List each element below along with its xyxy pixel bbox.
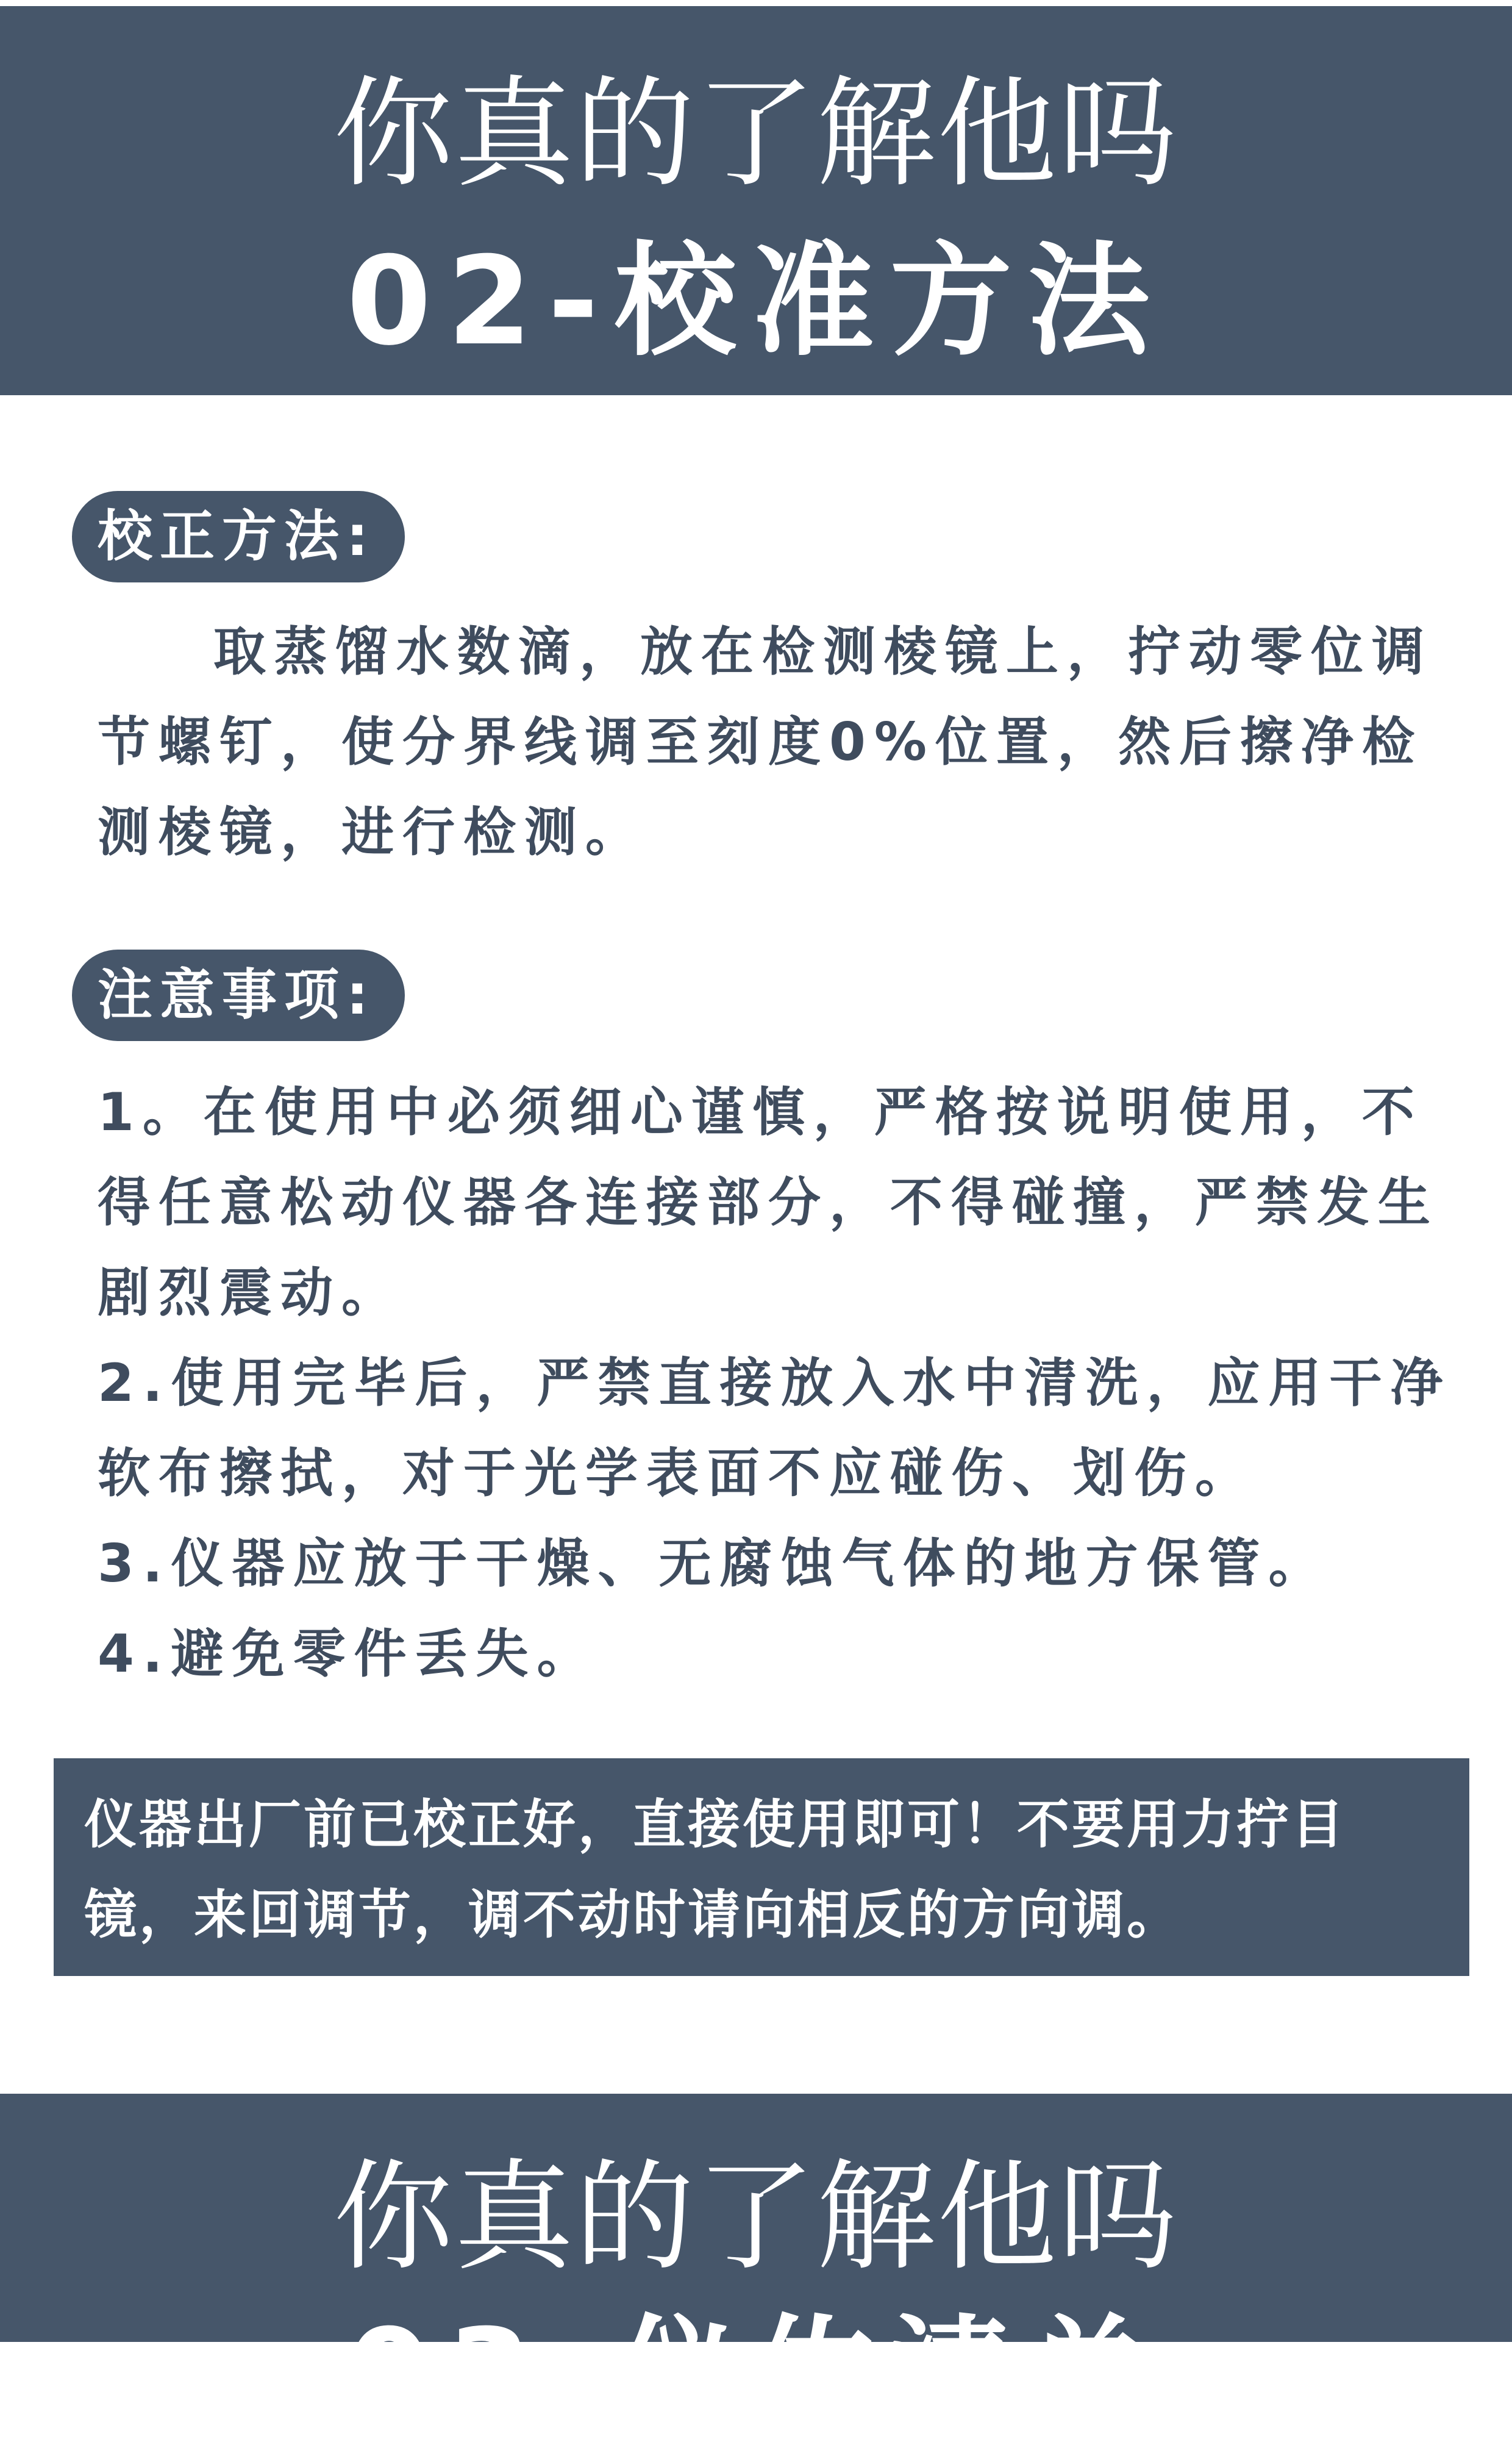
footer-title: 你真的了解他吗	[333, 2148, 1179, 2287]
precaution-item: 2.使用完毕后，严禁直接放入水中清洗，应用干净软布擦拭，对于光学表面不应碰伤、划伤。	[98, 1353, 1452, 1504]
footer-subtitle: 03-仪佐清单	[346, 2303, 1166, 2445]
header-subtitle: 02-校准方法	[346, 231, 1166, 373]
notice-box	[54, 1758, 1469, 1976]
precaution-item: 3.仪器应放于干燥、无腐蚀气体的地方保管。	[98, 1533, 1330, 1594]
precaution-item: 1。在使用中必须细心谨慎，严格按说明使用，不得任意松动仪器各连接部分，不得碰撞，严禁发生剧烈震动。	[98, 1082, 1439, 1323]
calibration-label: 校正方法:	[72, 491, 405, 582]
header-banner	[0, 6, 1512, 395]
notice-text: 仪器出厂前已校正好，直接使用即可！不要用力拧目镜，来回调节，调不动时请向相反的方向调。	[84, 1794, 1346, 1946]
footer-banner	[0, 2094, 1512, 2445]
precaution-item: 4.避免零件丢失。	[98, 1623, 598, 1684]
precautions-list	[98, 1067, 1463, 1699]
header-title: 你真的了解他吗	[333, 65, 1179, 204]
precautions-label: 注意事项:	[72, 950, 405, 1041]
calibration-text: 取蒸馏水数滴，放在检测棱镜上，拧动零位调节螺钉，使分界线调至刻度0%位置，然后擦净检测棱镜，进行检测。	[98, 621, 1433, 863]
